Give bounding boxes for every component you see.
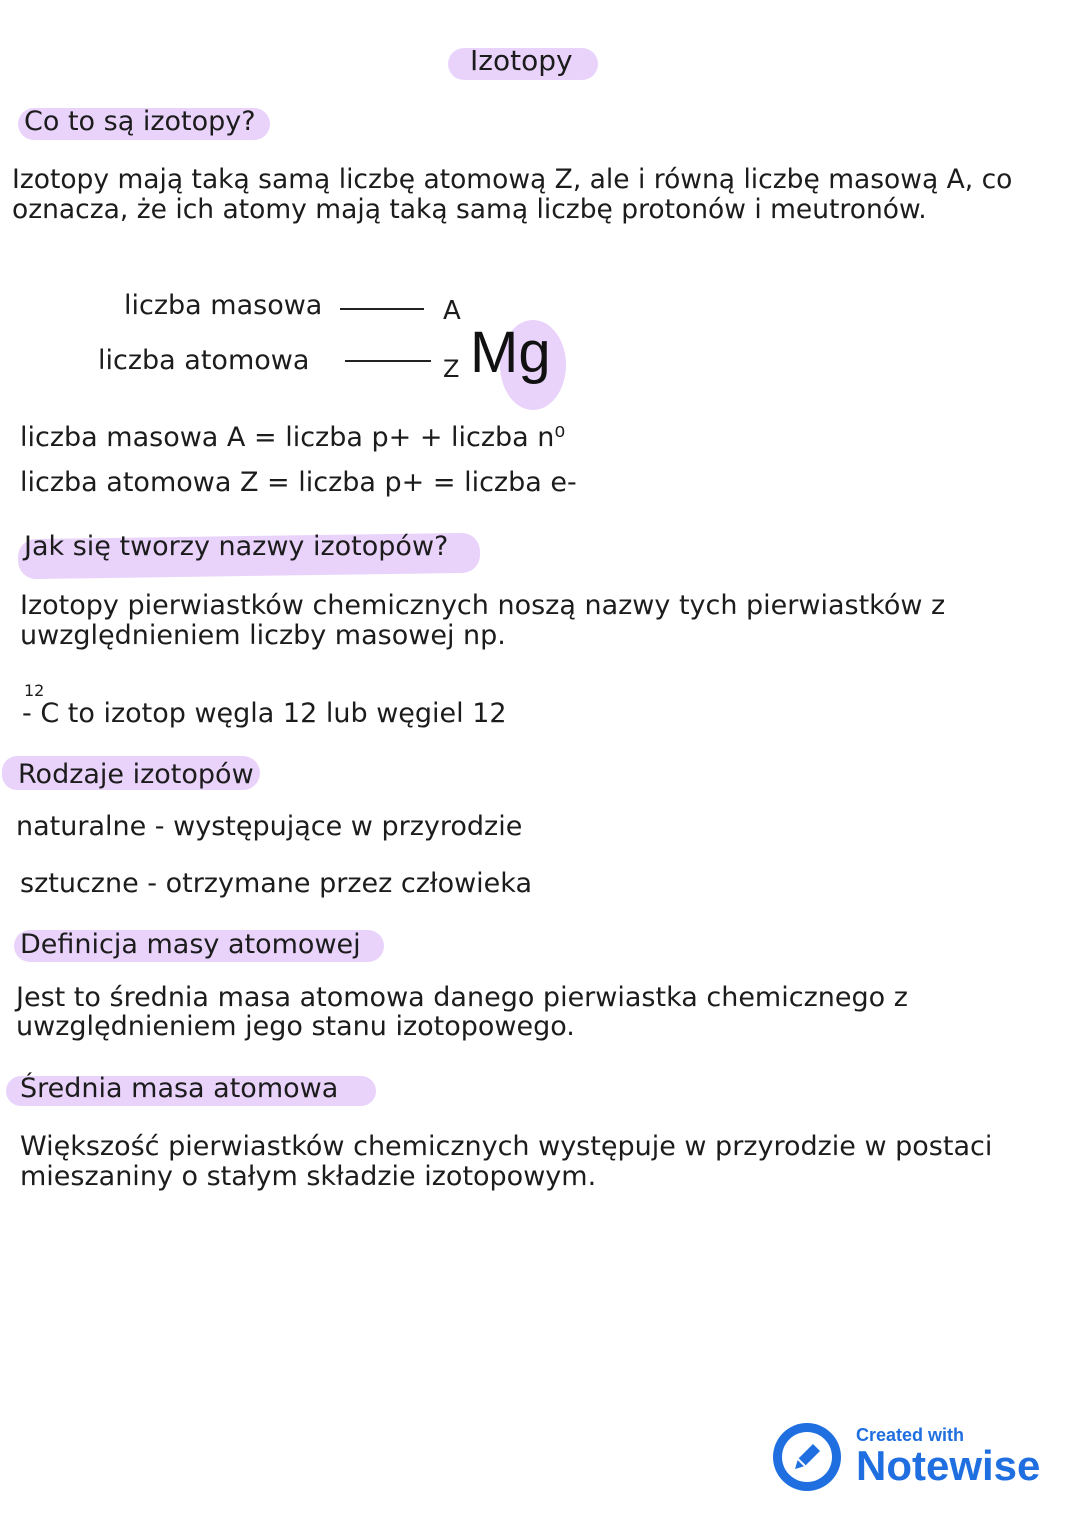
section1-line1: Izotopy mają taką samą liczbę atomową Z, ale i równą liczbę masową A, co [12,164,1013,195]
mass-number-symbol: A [443,296,461,326]
mass-number-line [340,308,424,310]
section2-line2: uwzględnieniem liczby masowej np. [20,620,506,651]
section5-heading: Średnia masa atomowa [20,1073,339,1104]
badge-created-text: Created with [856,1425,965,1445]
atomic-number-line [345,360,431,362]
natural-isotopes-item: naturalne - występujące w przyrodzie [16,811,523,842]
mass-number-formula: liczba masowa A = liczba p+ + liczba n⁰ [20,422,566,453]
mass-number-label: liczba masowa [124,290,323,321]
section5-line2: mieszaniny o stałym składzie izotopowym. [20,1161,597,1192]
section3-heading: Rodzaje izotopów [18,759,254,790]
example-superscript: 12 [24,681,45,700]
atomic-number-symbol: Z [443,355,460,383]
section2-line1: Izotopy pierwiastków chemicznych noszą nazwy tych pierwiastków z [20,590,946,621]
section2-heading: Jak się tworzy nazwy izotopów? [24,531,449,562]
atomic-number-label: liczba atomowa [98,345,310,376]
artificial-isotopes-item: sztuczne - otrzymane przez człowieka [20,868,532,899]
section5-line1: Większość pierwiastków chemicznych występuje w przyrodzie w postaci [20,1131,993,1162]
example-text: - C to izotop węgla 12 lub węgiel 12 [22,698,507,729]
section4-line2: uwzględnieniem jego stanu izotopowego. [16,1011,575,1042]
page-title: Izotopy [470,44,573,77]
pencil-icon [772,1422,842,1492]
section1-line2: oznacza, że ich atomy mają taką samą liczbę protonów i meutronów. [12,194,927,225]
badge-brand-text: Notewise [856,1442,1041,1489]
element-symbol: Mg [470,320,551,385]
atomic-number-formula: liczba atomowa Z = liczba p+ = liczba e- [20,467,577,498]
notewise-badge [772,1420,1062,1496]
section4-line1: Jest to średnia masa atomowa danego pierwiastka chemicznego z [16,982,908,1013]
section1-heading: Co to są izotopy? [24,106,256,137]
section4-heading: Definicja masy atomowej [20,929,361,960]
